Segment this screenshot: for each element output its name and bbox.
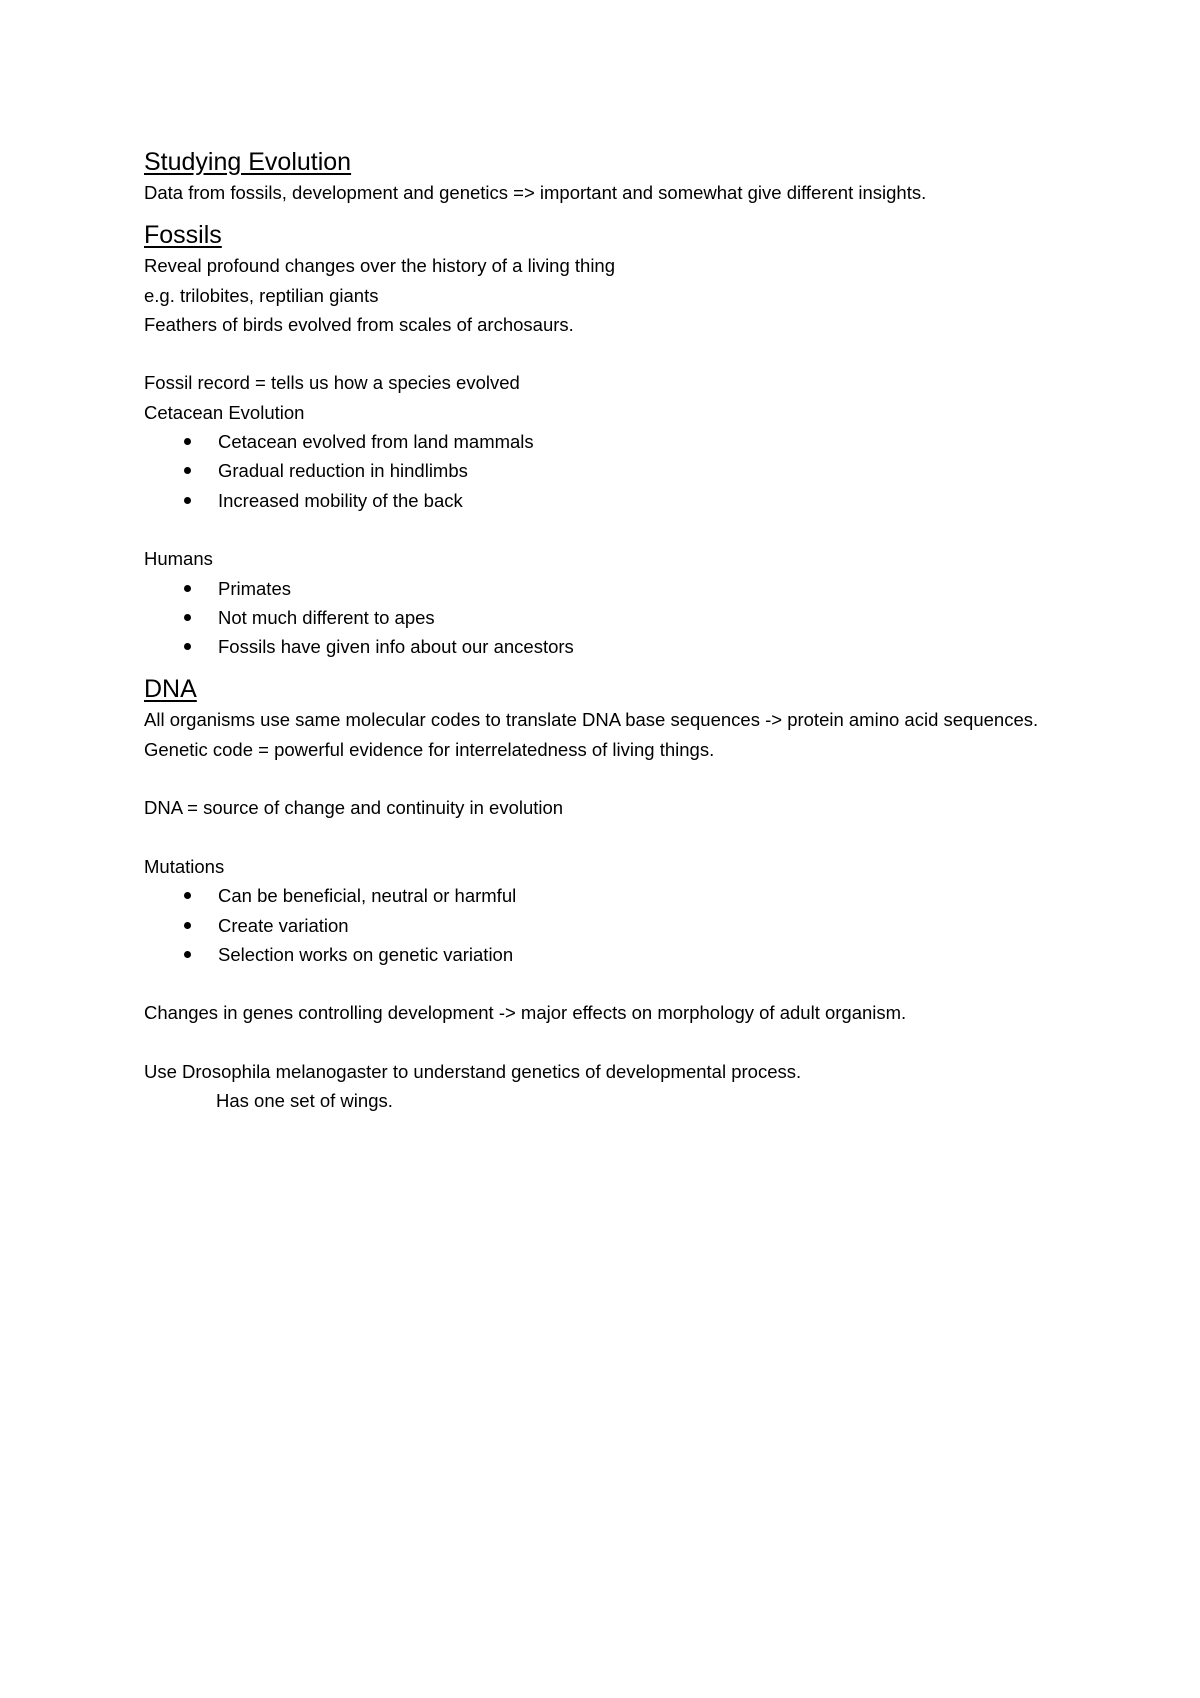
mutations-list (144, 881, 1064, 969)
list-item-text: Fossils have given info about our ancestors (218, 636, 574, 658)
spacer (144, 207, 1064, 219)
bullet-icon (184, 951, 191, 958)
fossils-line-1: Reveal profound changes over the history of a living thing (144, 255, 616, 277)
cetacean-title: Cetacean Evolution (144, 401, 305, 423)
list-item (144, 456, 1064, 485)
spacer (144, 515, 1064, 544)
bullet-icon (184, 438, 191, 445)
fossils-line-2: e.g. trilobites, reptilian giants (144, 284, 379, 306)
wings-note: Has one set of wings. (216, 1090, 393, 1112)
list-item-text: Create variation (218, 914, 349, 936)
spacer (144, 764, 1064, 793)
humans-list (144, 574, 1064, 662)
list-item-text: Selection works on genetic variation (218, 943, 514, 965)
bullet-icon (184, 892, 191, 899)
bullet-icon (184, 922, 191, 929)
development-effects: Changes in genes controlling development -> major effects on morphology of adult organism. (144, 1002, 907, 1024)
bullet-icon (184, 614, 191, 621)
list-item (144, 881, 1064, 910)
spacer (144, 661, 1064, 673)
bullet-icon (184, 585, 191, 592)
genetic-code: Genetic code = powerful evidence for interrelatedness of living things. (144, 738, 715, 760)
studying-intro: Data from fossils, development and genetics => important and somewhat give different insights. (144, 182, 927, 203)
list-item (144, 632, 1064, 661)
mutations-title: Mutations (144, 855, 225, 877)
bullet-icon (184, 643, 191, 650)
list-item (144, 603, 1064, 632)
dna-intro: All organisms use same molecular codes to translate DNA base sequences -> protein amino acid sequences. (144, 709, 1039, 731)
bullet-icon (184, 467, 191, 474)
list-item (144, 940, 1064, 969)
document-page (144, 146, 1064, 1116)
list-item-text: Not much different to apes (218, 606, 435, 628)
heading-dna: DNA (144, 675, 197, 704)
dna-source: DNA = source of change and continuity in evolution (144, 797, 564, 819)
list-item-text: Cetacean evolved from land mammals (218, 431, 534, 453)
list-item (144, 574, 1064, 603)
spacer (144, 969, 1064, 998)
list-item (144, 427, 1064, 456)
list-item (144, 911, 1064, 940)
bullet-icon (184, 497, 191, 504)
list-item-text: Gradual reduction in hindlimbs (218, 460, 468, 482)
list-item-text: Primates (218, 577, 291, 599)
list-item-text: Increased mobility of the back (218, 489, 463, 511)
fossils-line-3: Feathers of birds evolved from scales of archosaurs. (144, 313, 574, 335)
heading-fossils: Fossils (144, 221, 222, 250)
drosophila-note: Use Drosophila melanogaster to understand genetics of developmental process. (144, 1061, 802, 1083)
list-item (144, 486, 1064, 515)
fossil-record: Fossil record = tells us how a species evolved (144, 372, 520, 394)
heading-studying-evolution: Studying Evolution (144, 148, 352, 176)
spacer (144, 1028, 1064, 1057)
list-item-text: Can be beneficial, neutral or harmful (218, 885, 517, 907)
cetacean-list (144, 427, 1064, 515)
spacer (144, 339, 1064, 368)
humans-title: Humans (144, 548, 213, 570)
spacer (144, 823, 1064, 852)
